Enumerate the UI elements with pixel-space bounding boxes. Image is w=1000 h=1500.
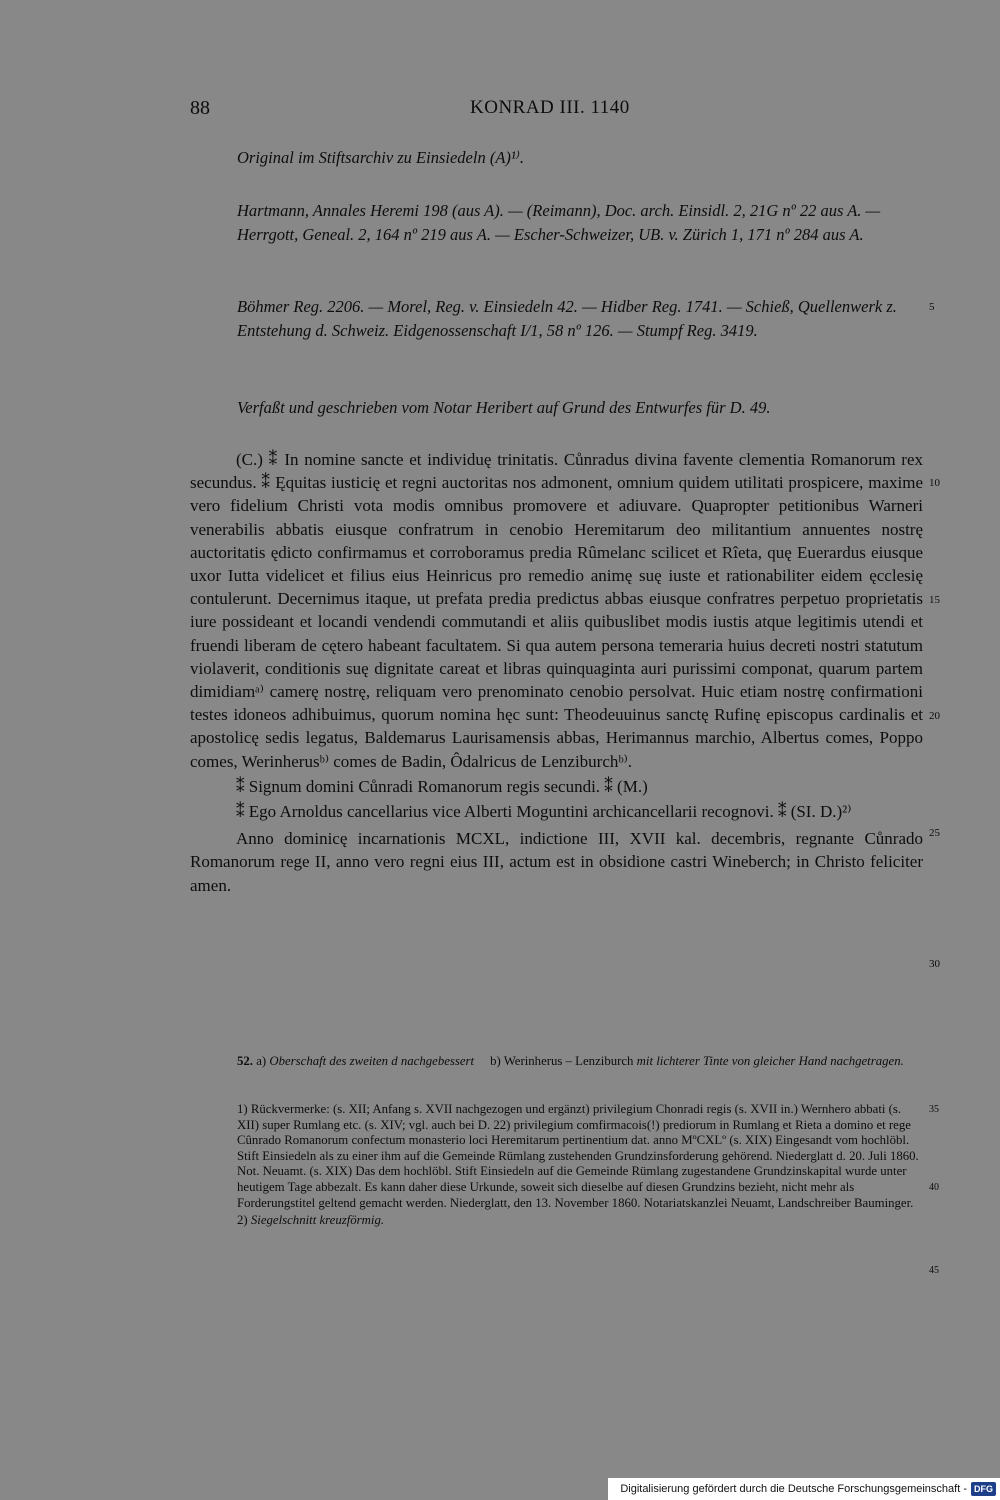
footnote-1-text: Rückvermerke: (s. XII; Anfang s. XVII nachgezogen und ergänzt) privilegium Chonradi regis (s. XVII in.) Wernhero abbati (s. XII) super Rumlang etc. (s. XIV; vgl. auch bei D. 22) privilegium comfirmacois(!) prediorum in Rumlang et Rieta a domino et rege Cûnrado Romanorum confectum monasterio loci Heremitarum pertinentium dat. anno MºCXLº (s. XIX) Eingesandt vom hochlöbl. Stift Einsiedeln als zu einer ihm auf die Gemeinde Rümlang zustehenden Grundzinsforderung gehörend. Niederglatt d. 20. Juli 1860. Not. Neuamt. (s. XIX) Das dem hochlöbl. Stift Einsiedeln auf die Gemeinde Rümlang zugestandene Grundzinskapital wurde unter heutigem Tage abbezalt. Es kann daher diese Urkunde, soweit sich dieselbe auf diesen Grundzins bezieht, nicht mehr als Forderungstitel geltend gemacht werden. Niederglatt, den 13. November 1860. Notariatskanzlei Neuamt, Landschreiber Bauminger. [237, 1102, 919, 1210]
dfg-credit-bar [608, 1478, 1000, 1500]
source-authorship: Verfaßt und geschrieben vom Notar Heribert auf Grund des Entwurfes für D. 49. [237, 398, 771, 417]
line-number-15: 15 [929, 594, 940, 606]
charter-text [190, 448, 923, 897]
line-number-35: 35 [929, 1104, 939, 1115]
source-original: Original im Stiftsarchiv zu Einsiedeln (A)¹⁾. [237, 148, 525, 167]
dating-clause: Anno dominicę incarnationis MCXL, indictione III, XVII kal. decembris, regnante Cůnrado Romanorum rege II, anno vero regni eius III, actum est in obsidione castri Wineberch; in Christo feliciter amen. [190, 829, 923, 895]
footnote-2-text: Siegelschnitt kreuzförmig. [250, 1213, 385, 1228]
running-title: KONRAD III. 1140 [470, 97, 630, 118]
page-number: 88 [190, 97, 210, 119]
critical-apparatus [237, 1054, 923, 1070]
source-regesta: Böhmer Reg. 2206. — Morel, Reg. v. Einsiedeln 42. — Hidber Reg. 1741. — Schieß, Quellenwerk z. Entstehung d. Schweiz. Eidgenossenschaft I/1, 58 nº 126. — Stumpf Reg. 3419. [237, 297, 897, 340]
line-number-40: 40 [929, 1182, 939, 1193]
line-number-25: 25 [929, 827, 940, 839]
charter-body: (C.) ⁑ In nomine sancte et individuę trinitatis. Cůnradus divina favente clementia Romanorum rex secundus. ⁑ Ęquitas iusticię et regni auctoritas nos admonent, omnium quidem utilitati prospicere, maxime vero fidelium Christi vota modis omnibus promovere et adiuvare. Quapropter petitionibus Warneri venerabilis abbatis eiusque confratrum in cenobio Heremitarum deo militantium annuentes nostrę auctoritatis ędicto confirmamus et corroboramus predia Rûmelanc scilicet et Rîeta, quę Euerardus eiusque uxor Iutta videlicet et filius eius Heinricus pro remedio animę suę iuste et rationabiliter eidem ęcclesię contulerunt. Decernimus itaque, ut prefata predia predictus abbas eiusque confratres perpetuo proprietatis iure possideant et locandi vendendi commutandi et aliis quibuslibet modis iustis atque legitimis utendi et fruendi liberam de cętero habeant facultatem. Si qua autem persona temeraria huius decreti nostri statutum violaverit, conditionis suę dignitate careat et libras quinquaginta auri purissimi componat, quarum partem dimidiamᵃ⁾ camerę nostrę, reliquam vero prenominato cenobio persolvat. Huic etiam nostrę confirmationi testes idoneos adhibuimus, quorum nomina hęc sunt: Theodeuuinus sanctę Rufinę episcopus cardinalis et apostolicę sedis legatus, Baldemarus Laurisamensis abbas, Herimannus marchio, Albertus comes, Poppo comes, Werinherusᵇ⁾ comes de Badin, Ôdalricus de Lenziburchᵇ⁾. [190, 450, 923, 771]
explanatory-notes [237, 1102, 923, 1229]
dfg-logo: DFG [971, 1482, 996, 1496]
line-number-5: 5 [929, 301, 935, 313]
document-number: 52. [237, 1054, 253, 1068]
dfg-credit-text: Digitalisierung gefördert durch die Deutsche Forschungsgemeinschaft - [620, 1483, 967, 1495]
footnote-2-label: 2) [237, 1213, 248, 1228]
signum-line: ⁑ Signum domini Cůnradi Romanorum regis secundi. ⁑ (M.) [236, 776, 648, 796]
source-editions: Hartmann, Annales Heremi 198 (aus A). — (Reimann), Doc. arch. Einsidl. 2, 21G nº 22 aus A. — Herrgott, Geneal. 2, 164 nº 219 aus A. — Escher-Schweizer, UB. v. Zürich 1, 171 nº 284 aus A. [237, 201, 881, 244]
line-number-45: 45 [929, 1265, 939, 1276]
line-number-30: 30 [929, 958, 940, 970]
line-number-20: 20 [929, 710, 940, 722]
footnote-b-note: mit lichterer Tinte von gleicher Hand nachgetragen. [636, 1054, 904, 1068]
footnote-a-label: a) [256, 1054, 267, 1068]
footnote-b-text: Werinherus – Lenziburch [503, 1054, 634, 1068]
recognition-line: ⁑ Ego Arnoldus cancellarius vice Alberti Moguntini archicancellarii recognovi. ⁑ (SI. D.)²⁾ [236, 802, 852, 822]
footnote-a-text: Oberschaft des zweiten d nachgebessert [269, 1054, 475, 1068]
footnote-1-label: 1) [237, 1102, 248, 1116]
footnote-b-label: b) [490, 1054, 501, 1068]
line-number-10: 10 [929, 477, 940, 489]
